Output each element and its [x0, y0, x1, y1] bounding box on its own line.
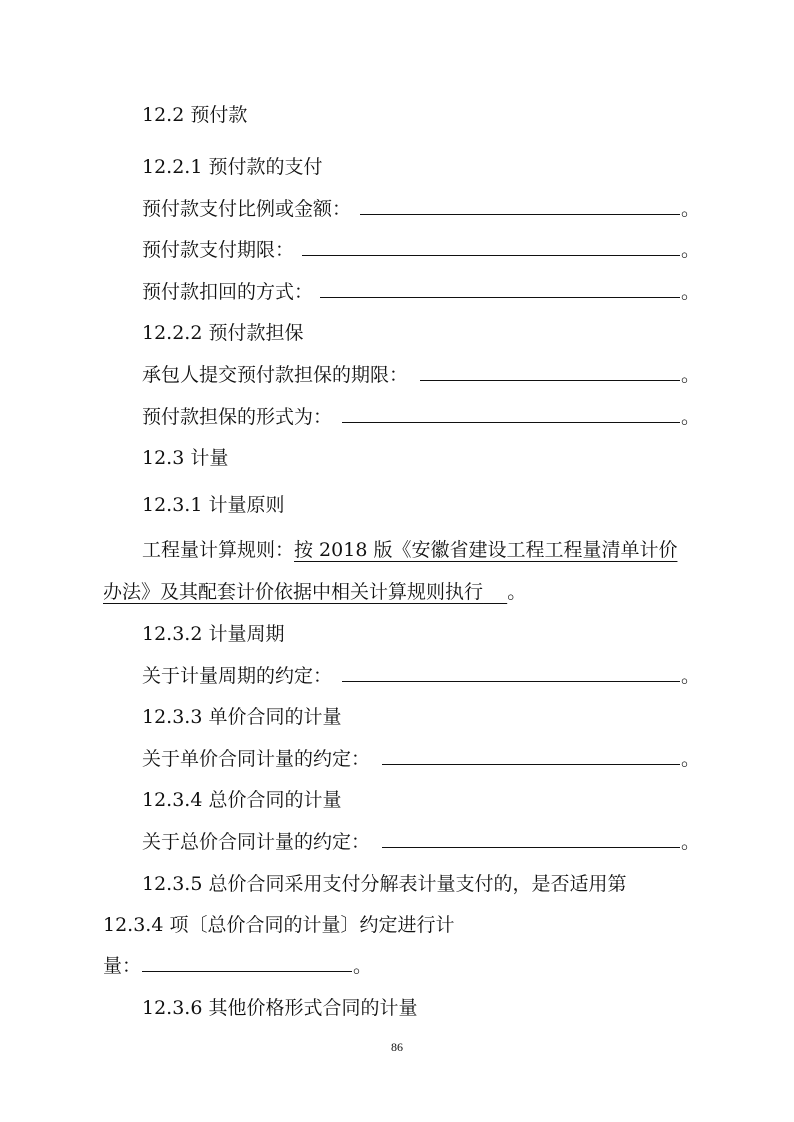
- prepayment-period-label: 预付款支付期限：: [142, 239, 295, 261]
- lump-sum-agreement-label: 关于总价合同计量的约定：: [142, 831, 371, 853]
- end-mark: 。: [353, 955, 373, 977]
- measurement-rule-paragraph-cont: [103, 580, 526, 604]
- lump-sum-agreement-blank[interactable]: [382, 847, 680, 848]
- end-mark: 。: [507, 581, 527, 603]
- clause-12-3-5-line2: 12.3.4 项〔总价合同的计量〕约定进行计: [103, 914, 455, 936]
- prepayment-deduct-label: 预付款扣回的方式：: [142, 281, 314, 303]
- end-mark: 。: [681, 198, 701, 220]
- section-heading-12-2-2: 12.2.2 预付款担保: [142, 322, 304, 344]
- guarantee-deadline-label: 承包人提交预付款担保的期限：: [142, 364, 409, 386]
- measurement-rule-value: 按 2018 版《安徽省建设工程工程量清单计价: [294, 539, 678, 561]
- end-mark: 。: [681, 364, 701, 386]
- prepayment-ratio-blank[interactable]: [360, 214, 680, 215]
- section-heading-12-2-1: 12.2.1 预付款的支付: [142, 156, 323, 178]
- section-heading-12-2: 12.2 预付款: [142, 104, 248, 126]
- measurement-rule-value-cont: 办法》及其配套计价依据中相关计算规则执行: [103, 581, 484, 603]
- measurement-rule-trailing-blank: [483, 581, 507, 603]
- end-mark: 。: [681, 831, 701, 853]
- prepayment-deduct-blank[interactable]: [320, 297, 680, 298]
- period-agreement-blank[interactable]: [342, 681, 680, 682]
- section-heading-12-3-2: 12.3.2 计量周期: [142, 623, 285, 645]
- section-heading-12-3-3: 12.3.3 单价合同的计量: [142, 706, 342, 728]
- end-mark: 。: [681, 665, 701, 687]
- end-mark: 。: [681, 748, 701, 770]
- end-mark: 。: [681, 239, 701, 261]
- section-heading-12-3-6: 12.3.6 其他价格形式合同的计量: [142, 997, 418, 1019]
- unit-price-agreement-blank[interactable]: [382, 764, 680, 765]
- clause-12-3-5-line1: 12.3.5 总价合同采用支付分解表计量支付的，是否适用第: [142, 873, 627, 895]
- measurement-rule-paragraph: [142, 538, 677, 562]
- end-mark: 。: [681, 281, 701, 303]
- prepayment-period-blank[interactable]: [302, 255, 680, 256]
- guarantee-deadline-blank[interactable]: [420, 380, 680, 381]
- section-heading-12-3-1: 12.3.1 计量原则: [142, 494, 285, 516]
- measurement-rule-label: 工程量计算规则：: [142, 539, 295, 561]
- guarantee-form-blank[interactable]: [342, 422, 680, 423]
- end-mark: 。: [681, 406, 701, 428]
- page-number: 86: [391, 1040, 403, 1054]
- prepayment-ratio-label: 预付款支付比例或金额：: [142, 198, 352, 220]
- unit-price-agreement-label: 关于单价合同计量的约定：: [142, 748, 371, 770]
- period-agreement-label: 关于计量周期的约定：: [142, 665, 333, 687]
- section-heading-12-3-4: 12.3.4 总价合同的计量: [142, 789, 342, 811]
- section-heading-12-3: 12.3 计量: [142, 447, 229, 469]
- clause-12-3-5-line3: 量：: [103, 955, 142, 977]
- guarantee-form-label: 预付款担保的形式为：: [142, 406, 333, 428]
- applicability-blank[interactable]: [142, 971, 352, 972]
